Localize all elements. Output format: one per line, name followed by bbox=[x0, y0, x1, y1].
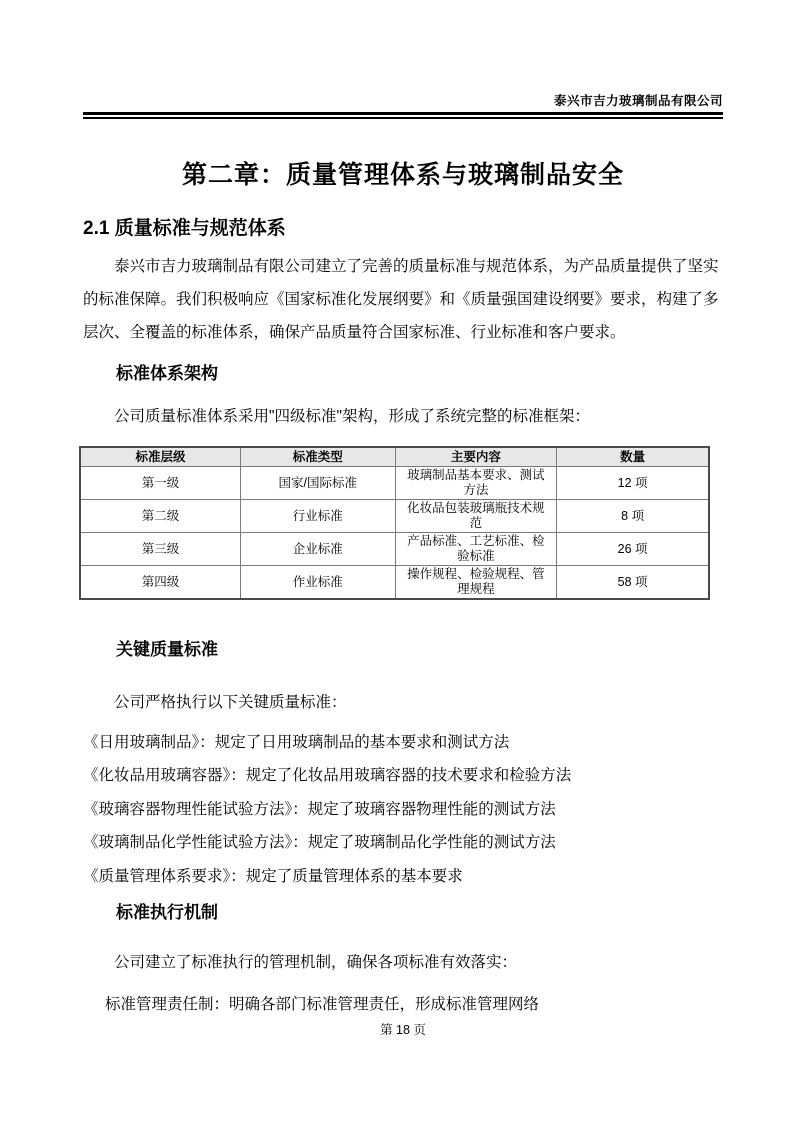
table-cell: 玻璃制品基本要求、测试方法 bbox=[395, 467, 557, 500]
table-row bbox=[80, 500, 709, 533]
subsection-heading-architecture: 标准体系架构 bbox=[116, 364, 218, 383]
subsection-heading-key-standards: 关键质量标准 bbox=[116, 640, 218, 659]
execution-lead-paragraph: 公司建立了标准执行的管理机制，确保各项标准有效落实： bbox=[114, 954, 518, 972]
key-standards-lead-paragraph: 公司严格执行以下关键质量标准： bbox=[114, 694, 347, 711]
table-cell: 58 项 bbox=[557, 566, 709, 600]
table-cell: 作业标准 bbox=[240, 566, 395, 600]
table-cell: 第三级 bbox=[80, 533, 240, 566]
standard-list-item: 《化妆品用玻璃容器》：规定了化妆品用玻璃容器的技术要求和检验方法 bbox=[83, 767, 572, 785]
table-cell: 企业标准 bbox=[240, 533, 395, 566]
table-cell: 第四级 bbox=[80, 566, 240, 600]
table-cell: 第二级 bbox=[80, 500, 240, 533]
key-standards-list bbox=[83, 726, 723, 893]
page-footer: 第 18 页 bbox=[380, 1023, 426, 1037]
execution-item: 标准管理责任制：明确各部门标准管理责任，形成标准管理网络 bbox=[105, 996, 540, 1014]
table-cell: 国家/国际标准 bbox=[240, 467, 395, 500]
table-row bbox=[80, 533, 709, 566]
standard-list-item: 《玻璃容器物理性能试验方法》：规定了玻璃容器物理性能的测试方法 bbox=[83, 800, 556, 818]
section-intro-paragraph: 泰兴市吉力玻璃制品有限公司建立了完善的质量标准与规范体系，为产品质量提供了坚实的标准保障。我们积极响应《国家标准化发展纲要》和《质量强国建设纲要》要求，构建了多层次、全覆盖的标准体系，确保产品质量符合国家标准、行业标准和客户要求。 bbox=[83, 258, 719, 341]
table-cell: 26 项 bbox=[557, 533, 709, 566]
section-heading: 2.1 质量标准与规范体系 bbox=[83, 218, 286, 239]
table-cell: 产品标准、工艺标准、检验标准 bbox=[395, 533, 557, 566]
table-cell: 第一级 bbox=[80, 467, 240, 500]
table-header-level: 标准层级 bbox=[80, 447, 240, 467]
table-header-count: 数量 bbox=[557, 447, 709, 467]
table-header-content: 主要内容 bbox=[395, 447, 557, 467]
header-double-rule bbox=[83, 112, 723, 119]
table-header-row bbox=[80, 447, 709, 467]
standard-list-item: 《玻璃制品化学性能试验方法》：规定了玻璃制品化学性能的测试方法 bbox=[83, 834, 556, 852]
standard-list-item: 《质量管理体系要求》：规定了质量管理体系的基本要求 bbox=[83, 867, 463, 885]
table-header-type: 标准类型 bbox=[240, 447, 395, 467]
table-cell: 操作规程、检验规程、管理规程 bbox=[395, 566, 557, 600]
table-cell: 行业标准 bbox=[240, 500, 395, 533]
standards-table bbox=[79, 446, 710, 600]
table-cell: 化妆品包装玻璃瓶技术规范 bbox=[395, 500, 557, 533]
chapter-title: 第二章：质量管理体系与玻璃制品安全 bbox=[181, 161, 624, 189]
subsection-heading-execution: 标准执行机制 bbox=[116, 903, 218, 923]
table-row bbox=[80, 467, 709, 500]
table-cell: 8 项 bbox=[557, 500, 709, 533]
page-content bbox=[83, 0, 723, 1021]
table-cell: 12 项 bbox=[557, 467, 709, 500]
standard-list-item: 《日用玻璃制品》：规定了日用玻璃制品的基本要求和测试方法 bbox=[83, 734, 510, 751]
architecture-lead-paragraph: 公司质量标准体系采用"四级标准"架构，形成了系统完整的标准框架： bbox=[114, 408, 591, 425]
table-row bbox=[80, 566, 709, 600]
header-company-name: 泰兴市吉力玻璃制品有限公司 bbox=[553, 94, 723, 108]
